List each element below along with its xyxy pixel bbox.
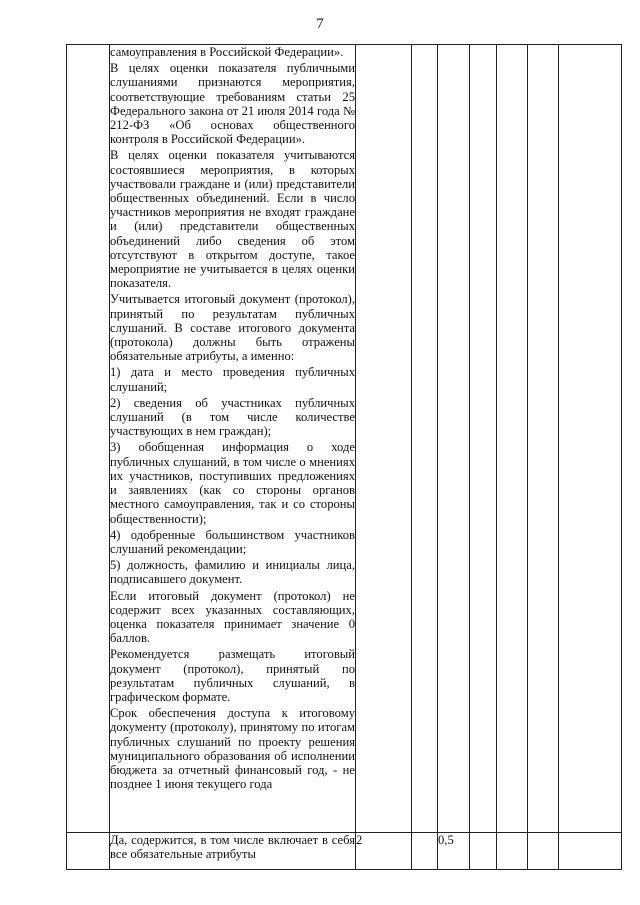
answer-text: Да, содержится, в том числе включает в себя все обязательные атрибуты <box>110 833 355 862</box>
paragraph: Учитывается итоговый документ (протокол), принятый по результатам публичных слушаний. В составе итогового документа (протокола) должны быть отражены обязательные атрибуты, а именно: <box>110 292 355 364</box>
cell-weight: 0,5 <box>438 833 470 870</box>
cell-empty <box>497 45 528 833</box>
paragraph: В целях оценки показателя учитываются состоявшиеся мероприятия, в которых участвовали граждане и (или) представители общественных объединений. Если в число участников мероприятия не входят граждане и (или) представители общественных объединений либо сведения об этом отсутствуют в открытом доступе, такое мероприятие не учитывается в целях оценки показателя. <box>110 148 355 291</box>
cell-empty <box>412 833 438 870</box>
cell-empty <box>528 833 559 870</box>
paragraph: 5) должность, фамилию и инициалы лица, подписавшего документ. <box>110 558 355 587</box>
cell-empty <box>497 833 528 870</box>
paragraph: 1) дата и место проведения публичных слушаний; <box>110 365 355 394</box>
cell-empty <box>412 45 438 833</box>
cell-score <box>356 45 412 833</box>
cell-empty <box>470 45 497 833</box>
cell-score: 2 <box>356 833 412 870</box>
paragraph: 4) одобренные большинством участников слушаний рекомендации; <box>110 527 355 556</box>
paragraph: 2) сведения об участниках публичных слушаний (в том числе количестве участвующих в нем граждан); <box>110 395 355 439</box>
table-row-answer <box>67 833 622 870</box>
cell-empty <box>559 45 622 833</box>
cell-weight <box>438 45 470 833</box>
cell-index <box>67 833 110 870</box>
paragraph: самоуправления в Российской Федерации». <box>110 45 344 59</box>
cell-answer-text <box>110 833 356 870</box>
page-number: 7 <box>316 16 324 32</box>
cell-empty <box>559 833 622 870</box>
paragraph: В целях оценки показателя публичными слушаниями признаются мероприятия, соответствующие требованиям статьи 25 Федерального закона от 21 июля 2014 года № 212-ФЗ «Об основах общественного контроля в Российской Федерации». <box>110 61 355 147</box>
cell-empty <box>470 833 497 870</box>
cell-index <box>67 45 110 833</box>
cell-empty <box>528 45 559 833</box>
table-row-description <box>67 45 622 833</box>
paragraph: Рекомендуется размещать итоговый документ (протокол), принятый по результатам публичных слушаний, в графическом формате. <box>110 647 355 704</box>
cell-description <box>110 45 356 833</box>
criteria-table <box>66 44 622 870</box>
paragraph: Если итоговый документ (протокол) не содержит всех указанных составляющих, оценка показателя принимает значение 0 баллов. <box>110 588 355 646</box>
paragraph: 3) обобщенная информация о ходе публичных слушаний, в том числе о мнениях их участников, поступивших предложениях и заявлениях (как со стороны органов местного самоуправления, так и со стороны общественности); <box>110 440 355 526</box>
paragraph: Срок обеспечения доступа к итоговому документу (протоколу), принятому по итогам публичных слушаний по проекту решения муниципального образования об исполнении бюджета за отчетный финансовый год, - не позднее 1 июня текущего года <box>110 706 355 792</box>
